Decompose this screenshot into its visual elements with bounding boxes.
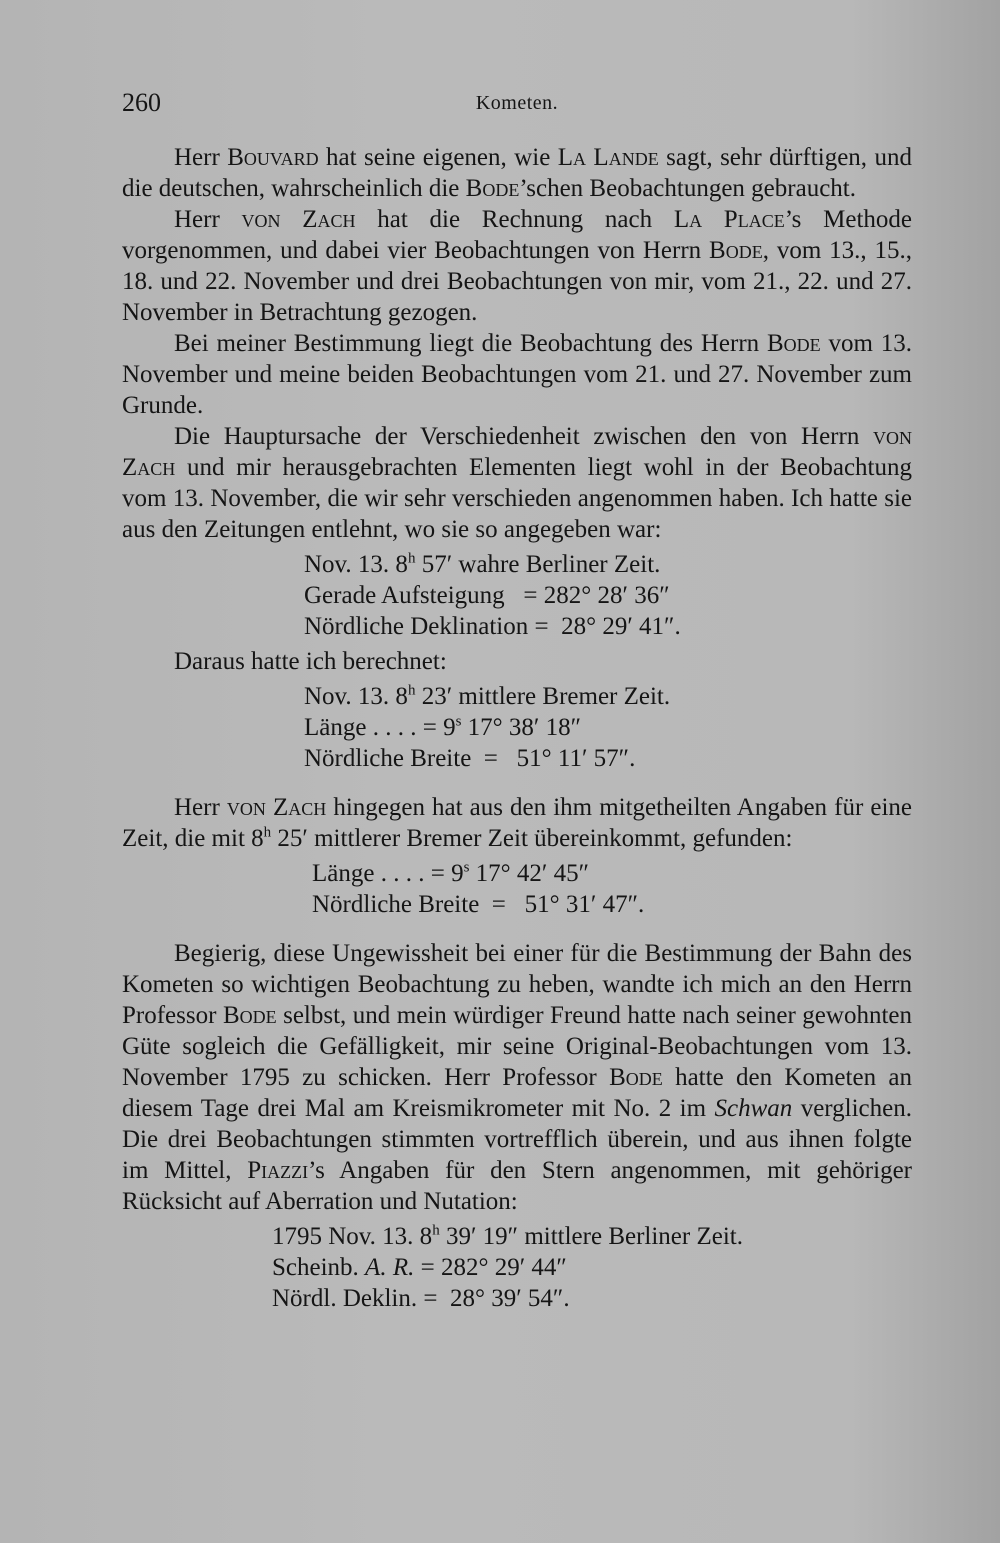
paragraph-4: Die Hauptursache der Verschiedenheit zwischen den von Herrn von Zach und mir herausgebrachten Elementen liegt wohl in der Beobachtung vom 13. November, die wir sehr verschieden angenommen haben. Ich hatte sie aus den Zeitungen entlehnt, wo sie so angegeben war: (122, 423, 912, 543)
paragraph-2: Herr von Zach hat die Rechnung nach La Place’s Methode vorgenommen, und dabei vier Beobachtungen von Herrn Bode, vom 13., 15., 18. und 22. November und drei Beobachtungen von mir, vom 21., 22. und 27. November in Betrachtung gezogen. (122, 206, 912, 326)
observation-block-4 (122, 1221, 912, 1314)
paragraph-6: Herr von Zach hingegen hat aus den ihm mitgetheilten Angaben für eine Zeit, die mit 8$^h$ 25′ mittlerer Bremer Zeit übereinkommt, gefunden: (122, 794, 912, 852)
observation-line: Scheinb. A. R. = 282° 29′ 44″ (272, 1254, 567, 1281)
name-von-zach: von Zach (122, 423, 912, 481)
observation-line: Nördliche Breite = 51° 31′ 47″. (312, 891, 645, 918)
name-bouvard: Bouvard (227, 144, 319, 171)
name-von-zach: von Zach (241, 206, 356, 233)
name-bode: Bode (766, 330, 821, 357)
observation-block-1 (122, 549, 912, 642)
name-piazzi: Piazzi (247, 1157, 309, 1184)
name-von-zach: von Zach (226, 794, 327, 821)
page-number: 260 (122, 88, 161, 117)
paragraph-7: Begierig, diese Ungewissheit bei einer für die Bestimmung der Bahn des Kometen so wichtigen Beobachtung zu heben, wandte ich mich an den Herrn Professor Bode selbst, und mein würdiger Freund hatte nach seiner gewohnten Güte sogleich die Gefälligkeit, mir seine Original-Beobachtungen vom 13. November 1795 zu schicken. Herr Professor Bode hatte den Kometen an diesem Tage drei Mal am Kreismikrometer mit No. 2 im Schwan verglichen. Die drei Beobachtungen stimmten vortrefflich überein, und aus ihnen folgte im Mittel, Piazzi’s Angaben für den Stern angenommen, mit gehöriger Rücksicht auf Aberration und Nutation: (122, 940, 913, 1215)
observation-block-3 (122, 858, 912, 920)
name-bode: Bode (609, 1064, 663, 1091)
name-bode: Bode (222, 1002, 277, 1029)
observation-line: Nördl. Deklin. = 28° 39′ 54″. (272, 1285, 570, 1312)
name-bode: Bode (709, 237, 763, 264)
observation-line: 1795 Nov. 13. 8$^h$ 39′ 19″ mittlere Berliner Zeit. (272, 1222, 743, 1250)
observation-line: Nördliche Breite = 51° 11′ 57″. (304, 745, 636, 772)
observation-line: Länge . . . . = $9^s$ 17° 42′ 45″ (312, 859, 590, 887)
observation-line: Gerade Aufsteigung = 282° 28′ 36″ (304, 582, 670, 609)
observation-line: Länge . . . . = $9^s$ 17° 38′ 18″ (304, 713, 582, 741)
page-header (122, 88, 912, 124)
body-text (122, 142, 912, 1318)
observation-line: Nördliche Deklination = 28° 29′ 41″. (304, 613, 681, 640)
constellation-schwan: Schwan (714, 1095, 793, 1122)
observation-block-2 (122, 681, 912, 774)
paragraph-3: Bei meiner Bestimmung liegt die Beobachtung des Herrn Bode vom 13. November und meine beiden Beobachtungen vom 21. und 27. November zum Grunde. (122, 330, 912, 419)
name-bode: Bode (465, 175, 520, 202)
name-la-place: La Place (673, 206, 785, 233)
name-la-lande: La Lande (557, 144, 659, 171)
observation-line: Nov. 13. 8$^h$ 23′ mittlere Bremer Zeit. (304, 682, 671, 710)
running-head: Kometen. (475, 92, 559, 114)
observation-line: Nov. 13. 8$^h$ 57′ wahre Berliner Zeit. (304, 550, 661, 578)
paragraph-1: Herr Bouvard hat seine eigenen, wie La Lande sagt, sehr dürftigen, und die deutschen, wahrscheinlich die Bode’schen Beobachtungen gebraucht. (122, 144, 912, 202)
paragraph-5: Daraus hatte ich berechnet: (174, 648, 447, 675)
